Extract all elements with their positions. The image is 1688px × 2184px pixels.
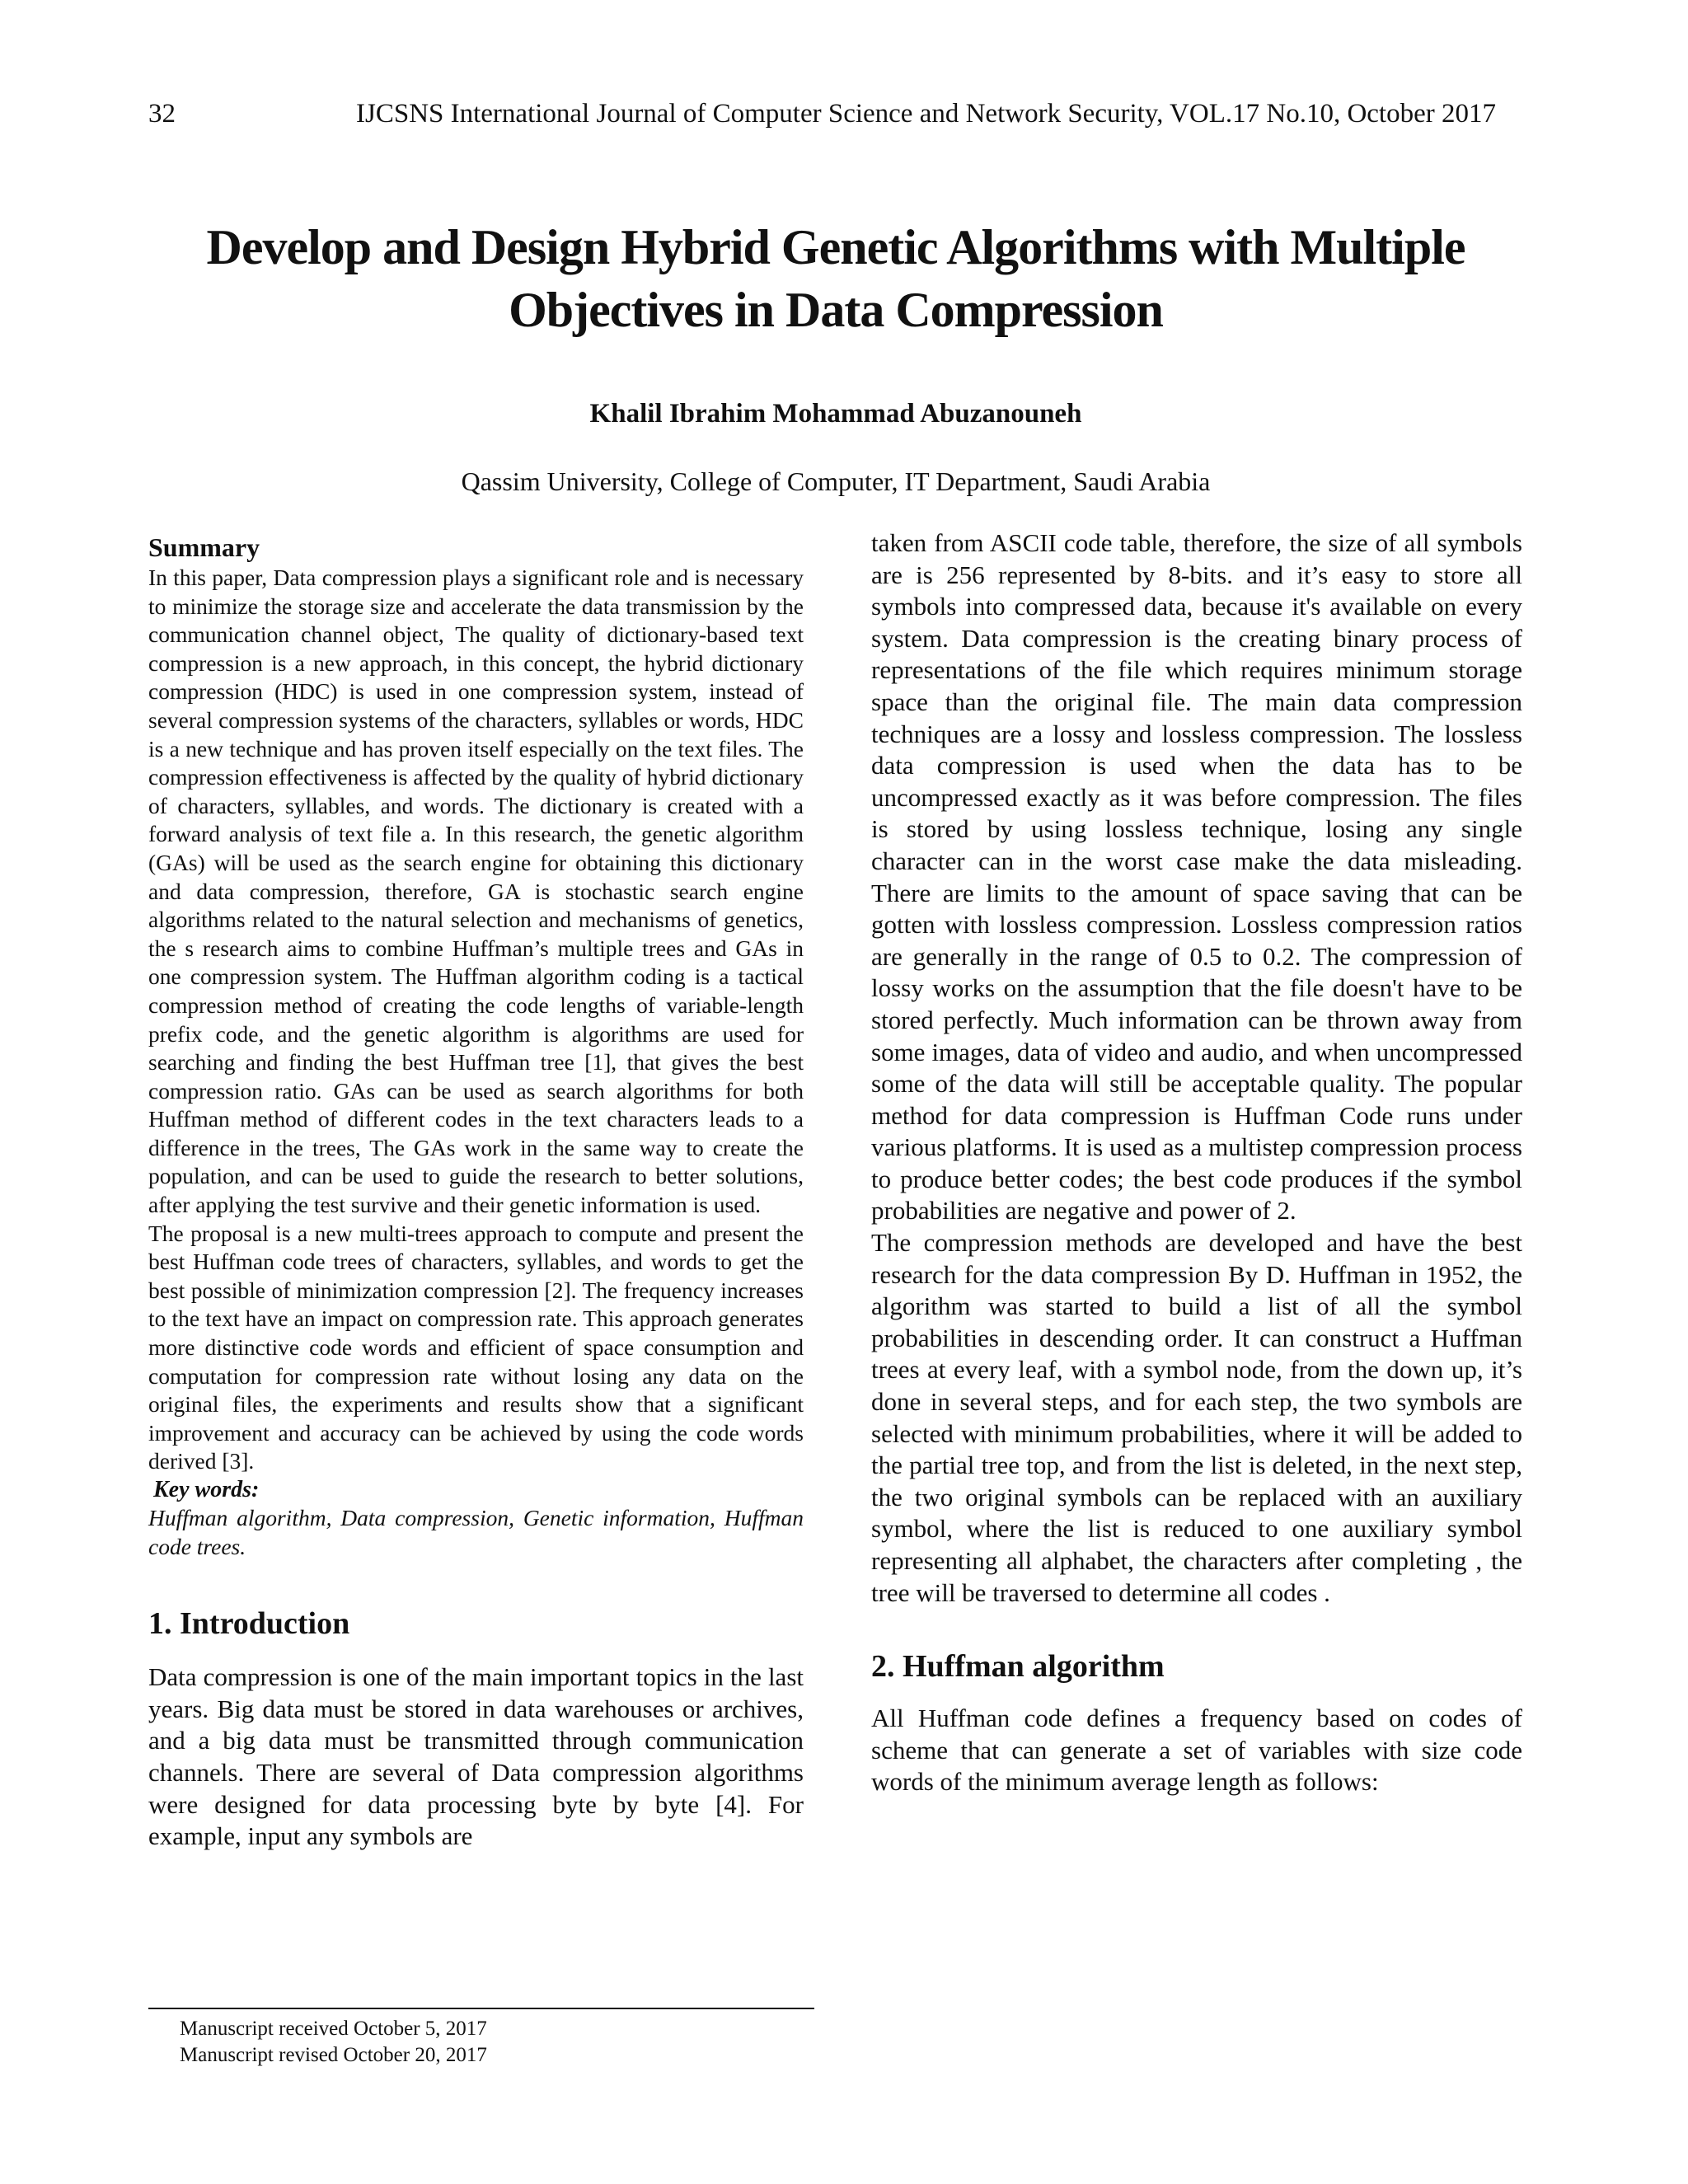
introduction-paragraph-left: Data compression is one of the main important topics in the last years. Big data must be stored in data warehouses or archives, and a big data must be transmitted through communication channels. There are several of Data compression algorithms were designed for data processing byte by byte [4]. For example, input any symbols are bbox=[148, 1662, 804, 1851]
introduction-heading: 1. Introduction bbox=[148, 1606, 350, 1642]
huffman-paragraph: All Huffman code defines a frequency based on codes of scheme that can generate a set of variables with size code words of the minimum average length as follows: bbox=[871, 1704, 1522, 1797]
paper-title bbox=[148, 216, 1523, 341]
footnotes bbox=[180, 2016, 487, 2069]
introduction-paragraph-right-1: taken from ASCII code table, therefore, the size of all symbols are is 256 represented by 8-bits. and it’s easy to store all symbols into compressed data, because it's available on every system. Data compression is the creating binary process of representations of the file which requires minimum storage space than the original file. The main data compression techniques are a lossy and lossless compression. The lossless data compression is used when the data has to be uncompressed exactly as it was before compression. The files is stored by using lossless technique, losing any single character can in the worst case make the data misleading. There are limits to the amount of space saving that can be gotten with lossless compression. Lossless compression ratios are generally in the range of 0.5 to 0.2. The compression of lossy works on the assumption that the file doesn't have to be stored perfectly. Much information can be thrown away from some images, data of video and audio, and when uncompressed some of the data will still be acceptable quality. The popular method for data compression is Huffman Code runs under various platforms. It is used as a multistep compression process to produce better codes; the best code produces if the symbol probabilities are negative and power of 2. bbox=[871, 528, 1522, 1226]
introduction-paragraph-right-2: The compression methods are developed and have the best research for the data compression By D. Huffman in 1952, the algorithm was started to build a list of all the symbol probabilities in descending order. It can construct a Huffman trees at every leaf, with a symbol node, from the down up, it’s done in several steps, and for each step, the two symbols are selected with minimum probabilities, where it will be added to the partial tree top, and from the list is deleted, in the next step, the two original symbols can be replaced with an auxiliary symbol, where the list is reduced to one auxiliary symbol representing all alphabet, the characters after completing , the tree will be traversed to determine all codes . bbox=[871, 1228, 1522, 1607]
author-affiliation: Qassim University, College of Computer, IT Department, Saudi Arabia bbox=[461, 466, 1211, 496]
huffman-heading: 2. Huffman algorithm bbox=[871, 1649, 1165, 1685]
footnote-revised: Manuscript revised October 20, 2017 bbox=[180, 2044, 487, 2066]
left-column bbox=[148, 531, 804, 1853]
author-name: Khalil Ibrahim Mohammad Abuzanouneh bbox=[589, 399, 1082, 429]
summary-paragraph-2: The proposal is a new multi-trees approach to compute and present the best Huffman code trees of characters, syllables, and words to get the best possible of minimization compression [2]. The frequency increases to the text have an impact on compression rate. This approach generates more distinctive code words and efficient of space consumption and computation for compression rate without losing any data on the original files, the experiments and results show that a significant improvement and accuracy can be achieved by using the code words derived [3]. bbox=[148, 1220, 804, 1474]
keywords-text: Huffman algorithm, Data compression, Genetic information, Huffman code trees. bbox=[148, 1505, 804, 1559]
running-header: IJCSNS International Journal of Computer Science and Network Security, VOL.17 No.10, October 2017 bbox=[356, 99, 1496, 129]
footnote-received: Manuscript received October 5, 2017 bbox=[180, 2018, 487, 2040]
right-column bbox=[871, 527, 1522, 1798]
summary-paragraph-1: In this paper, Data compression plays a significant role and is necessary to minimize the storage size and accelerate the data transmission by the communication channel object, The quality of dictionary-based text compression is a new approach, in this concept, the hybrid dictionary compression (HDC) is used in one compression system, instead of several compression systems of the characters, syllables or words, HDC is a new technique and has proven itself especially on the text files. The compression effectiveness is affected by the quality of hybrid dictionary of characters, syllables, and words. The dictionary is created with a forward analysis of text file a. In this research, the genetic algorithm (GAs) will be used as the search engine for obtaining this dictionary and data compression, therefore, GA is stochastic search engine algorithms related to the natural selection and mechanisms of genetics, the s research aims to combine Huffman’s multiple trees and GAs in one compression system. The Huffman algorithm coding is a tactical compression method of creating the code lengths of variable-length prefix code, and the genetic algorithm is algorithms are used for searching and finding the best Huffman tree [1], that gives the best compression ratio. GAs can be used as search algorithms for both Huffman method of different codes in the text characters leads to a difference in the trees, The GAs work in the same way to create the population, and can be used to guide the research to better solutions, after applying the test survive and their genetic information is used. bbox=[148, 565, 804, 1218]
page-number: 32 bbox=[148, 99, 176, 129]
keywords-heading: Key words: bbox=[153, 1477, 260, 1502]
summary-heading: Summary bbox=[148, 532, 260, 562]
footnote-rule bbox=[148, 2008, 814, 2009]
paper-title-line-1: Develop and Design Hybrid Genetic Algorithms with Multiple bbox=[206, 220, 1465, 274]
paper-title-line-2: Objectives in Data Compression bbox=[509, 283, 1163, 337]
